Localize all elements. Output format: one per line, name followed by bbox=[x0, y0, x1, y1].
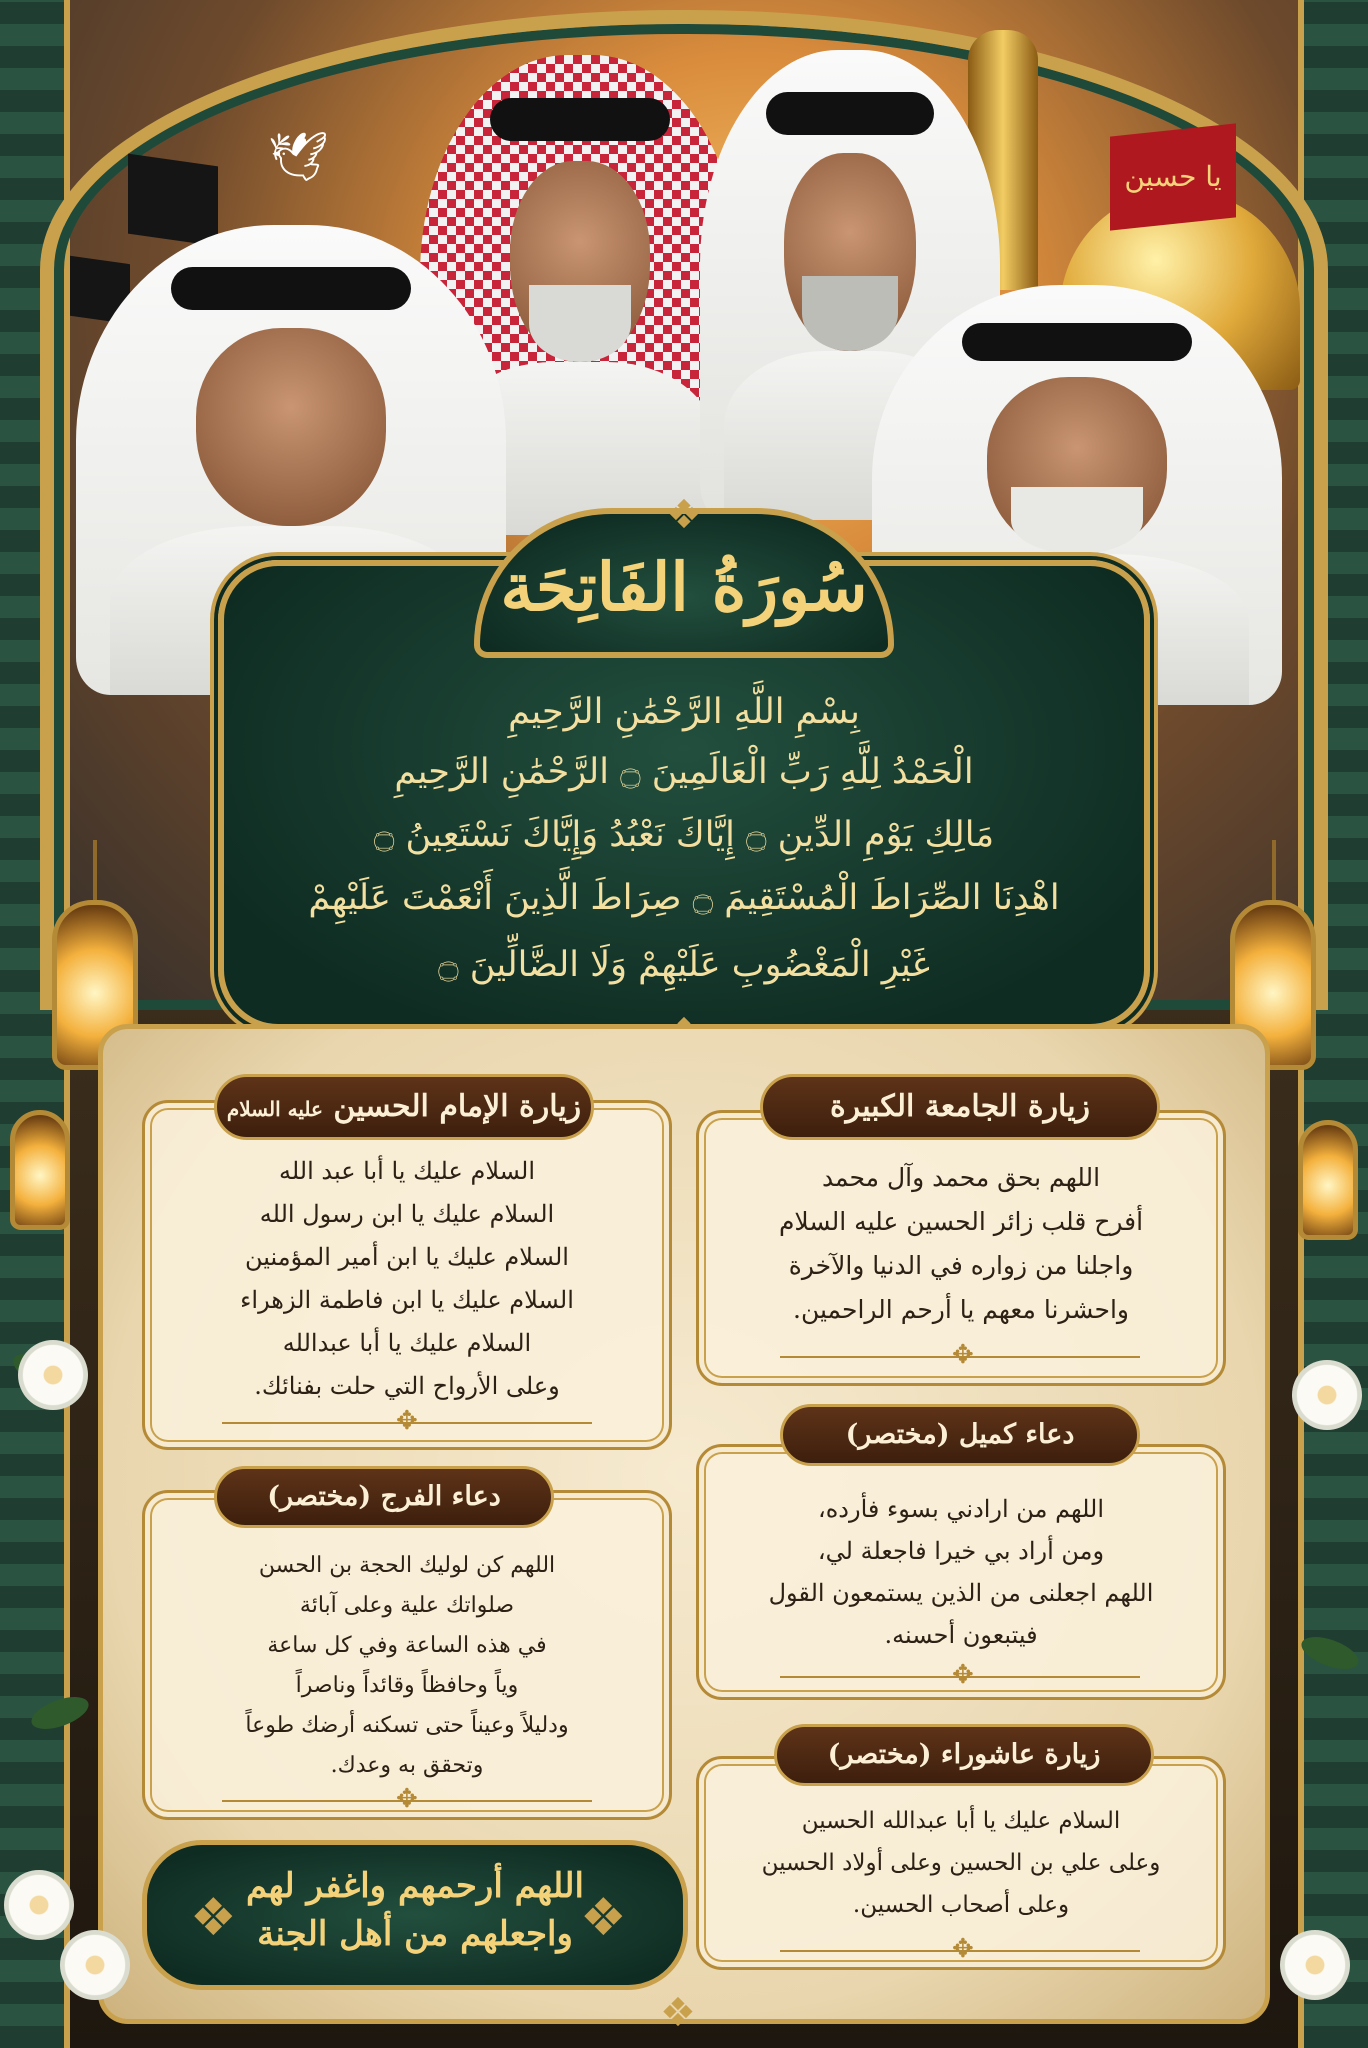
text-line: وعلى أصحاب الحسين. bbox=[852, 1892, 1070, 1918]
fatiha-line-4: اهْدِنَا الصِّرَاطَ الْمُسْتَقِيمَ ۝ صِرَاطَ الَّذِينَ أَنْعَمْتَ عَلَيْهِمْ bbox=[308, 878, 1060, 918]
text-line: أفرح قلب زائر الحسين عليه السلام bbox=[778, 1207, 1144, 1236]
jasmine-flower bbox=[4, 1870, 74, 1940]
text-line: السلام عليك يا أبا عبدالله الحسين bbox=[801, 1808, 1121, 1834]
fatiha-line-3: مَالِكِ يَوْمِ الدِّينِ ۝ إِيَّاكَ نَعْبُدُ وَإِيَّاكَ نَسْتَعِينُ ۝ bbox=[373, 815, 995, 855]
knot-icon: ✥ bbox=[396, 1784, 418, 1814]
card-imam-hussain-text bbox=[152, 1150, 662, 1408]
text-line: ودليلاً وعيناً حتى تسكنه أرضك طوعاً bbox=[245, 1713, 569, 1738]
knot-icon: ✥ bbox=[952, 1660, 974, 1690]
jasmine-flower bbox=[1292, 1360, 1362, 1430]
ornament-icon: ❖ bbox=[666, 492, 702, 538]
jasmine-flower bbox=[18, 1340, 88, 1410]
card-kumail-text bbox=[706, 1488, 1216, 1656]
text-line: وياً وحافظاً وقائداً وناصراً bbox=[295, 1673, 519, 1698]
jasmine-flower bbox=[60, 1930, 130, 2000]
lantern-icon bbox=[10, 1110, 70, 1230]
card-imam-hussain-title-suffix: عليه السلام bbox=[226, 1097, 323, 1121]
text-line: السلام عليك يا ابن رسول الله bbox=[259, 1200, 555, 1228]
prayer-line-1: اللهم أرحمهم واغفر لهم bbox=[246, 1866, 584, 1906]
knot-icon: ✥ bbox=[952, 1340, 974, 1370]
jasmine-flower bbox=[1280, 1930, 1350, 2000]
text-line: ومن أراد بي خيرا فاجعلة لي، bbox=[817, 1537, 1105, 1565]
lantern-chain bbox=[93, 840, 97, 900]
card-imam-hussain-title-text: زيارة الإمام الحسين bbox=[333, 1089, 582, 1124]
ornament-icon: ❖ bbox=[580, 1888, 627, 1948]
red-flag-text: يا حسين bbox=[1124, 160, 1222, 193]
text-line: فيتبعون أحسنه. bbox=[884, 1621, 1038, 1649]
text-line: واحشرنا معهم يا أرحم الراحمين. bbox=[793, 1295, 1129, 1324]
ornament-icon: ❖ bbox=[190, 1888, 237, 1948]
card-faraj-title: دعاء الفرج (مختصر) bbox=[214, 1466, 554, 1528]
text-line: واجلنا من زواره في الدنيا والآخرة bbox=[788, 1251, 1134, 1280]
text-line: اللهم كن لوليك الحجة بن الحسن bbox=[258, 1553, 556, 1578]
text-line: اللهم اجعلنى من الذين يستمعون القول bbox=[768, 1579, 1154, 1607]
text-line: السلام عليك يا أبا عبد الله bbox=[278, 1157, 536, 1185]
text-line: اللهم بحق محمد وآل محمد bbox=[821, 1163, 1101, 1192]
prayer-line-2: واجعلهم من أهل الجنة bbox=[257, 1914, 573, 1954]
text-line: السلام عليك يا ابن أمير المؤمنين bbox=[245, 1243, 569, 1271]
knot-icon: ✥ bbox=[952, 1934, 974, 1964]
dove-icon: 🕊 bbox=[268, 129, 329, 185]
card-imam-hussain-title bbox=[214, 1074, 594, 1140]
text-line: في هذه الساعة وفي كل ساعة bbox=[267, 1633, 547, 1658]
fatiha-title: سُورَةُ الفَاتِحَة bbox=[500, 548, 868, 626]
fatiha-line-1: بِسْمِ اللَّهِ الرَّحْمَٰنِ الرَّحِيمِ bbox=[508, 692, 860, 732]
card-kumail-title: دعاء كميل (مختصر) bbox=[780, 1404, 1140, 1466]
card-jamia-title: زيارة الجامعة الكبيرة bbox=[760, 1074, 1160, 1140]
card-faraj-text bbox=[152, 1546, 662, 1786]
prayer-text bbox=[142, 1862, 688, 1958]
text-line: السلام عليك يا أبا عبدالله bbox=[282, 1329, 532, 1357]
text-line: وعلى الأرواح التي حلت بفنائك. bbox=[254, 1372, 560, 1400]
card-jamia-text bbox=[706, 1156, 1216, 1332]
text-line: السلام عليك يا ابن فاطمة الزهراء bbox=[240, 1286, 574, 1314]
text-line: اللهم من ارادني بسوء فأرده، bbox=[817, 1495, 1105, 1523]
fatiha-line-5: غَيْرِ الْمَغْضُوبِ عَلَيْهِمْ وَلَا الضَّالِّينَ ۝ bbox=[438, 945, 930, 985]
card-ashura-text bbox=[706, 1800, 1216, 1926]
knot-icon: ✥ bbox=[396, 1406, 418, 1436]
text-line: وتحقق به وعدك. bbox=[330, 1753, 484, 1778]
lantern-icon bbox=[1298, 1120, 1358, 1240]
text-line: صلواتك علية وعلى آبائة bbox=[299, 1593, 515, 1618]
fatiha-line-2: الْحَمْدُ لِلَّهِ رَبِّ الْعَالَمِينَ ۝ الرَّحْمَٰنِ الرَّحِيمِ bbox=[394, 752, 974, 792]
ornament-icon: ❖ bbox=[660, 1990, 696, 2036]
lantern-chain bbox=[1272, 840, 1276, 900]
text-line: وعلى علي بن الحسين وعلى أولاد الحسين bbox=[761, 1850, 1161, 1876]
card-ashura-title: زيارة عاشوراء (مختصر) bbox=[774, 1724, 1154, 1786]
